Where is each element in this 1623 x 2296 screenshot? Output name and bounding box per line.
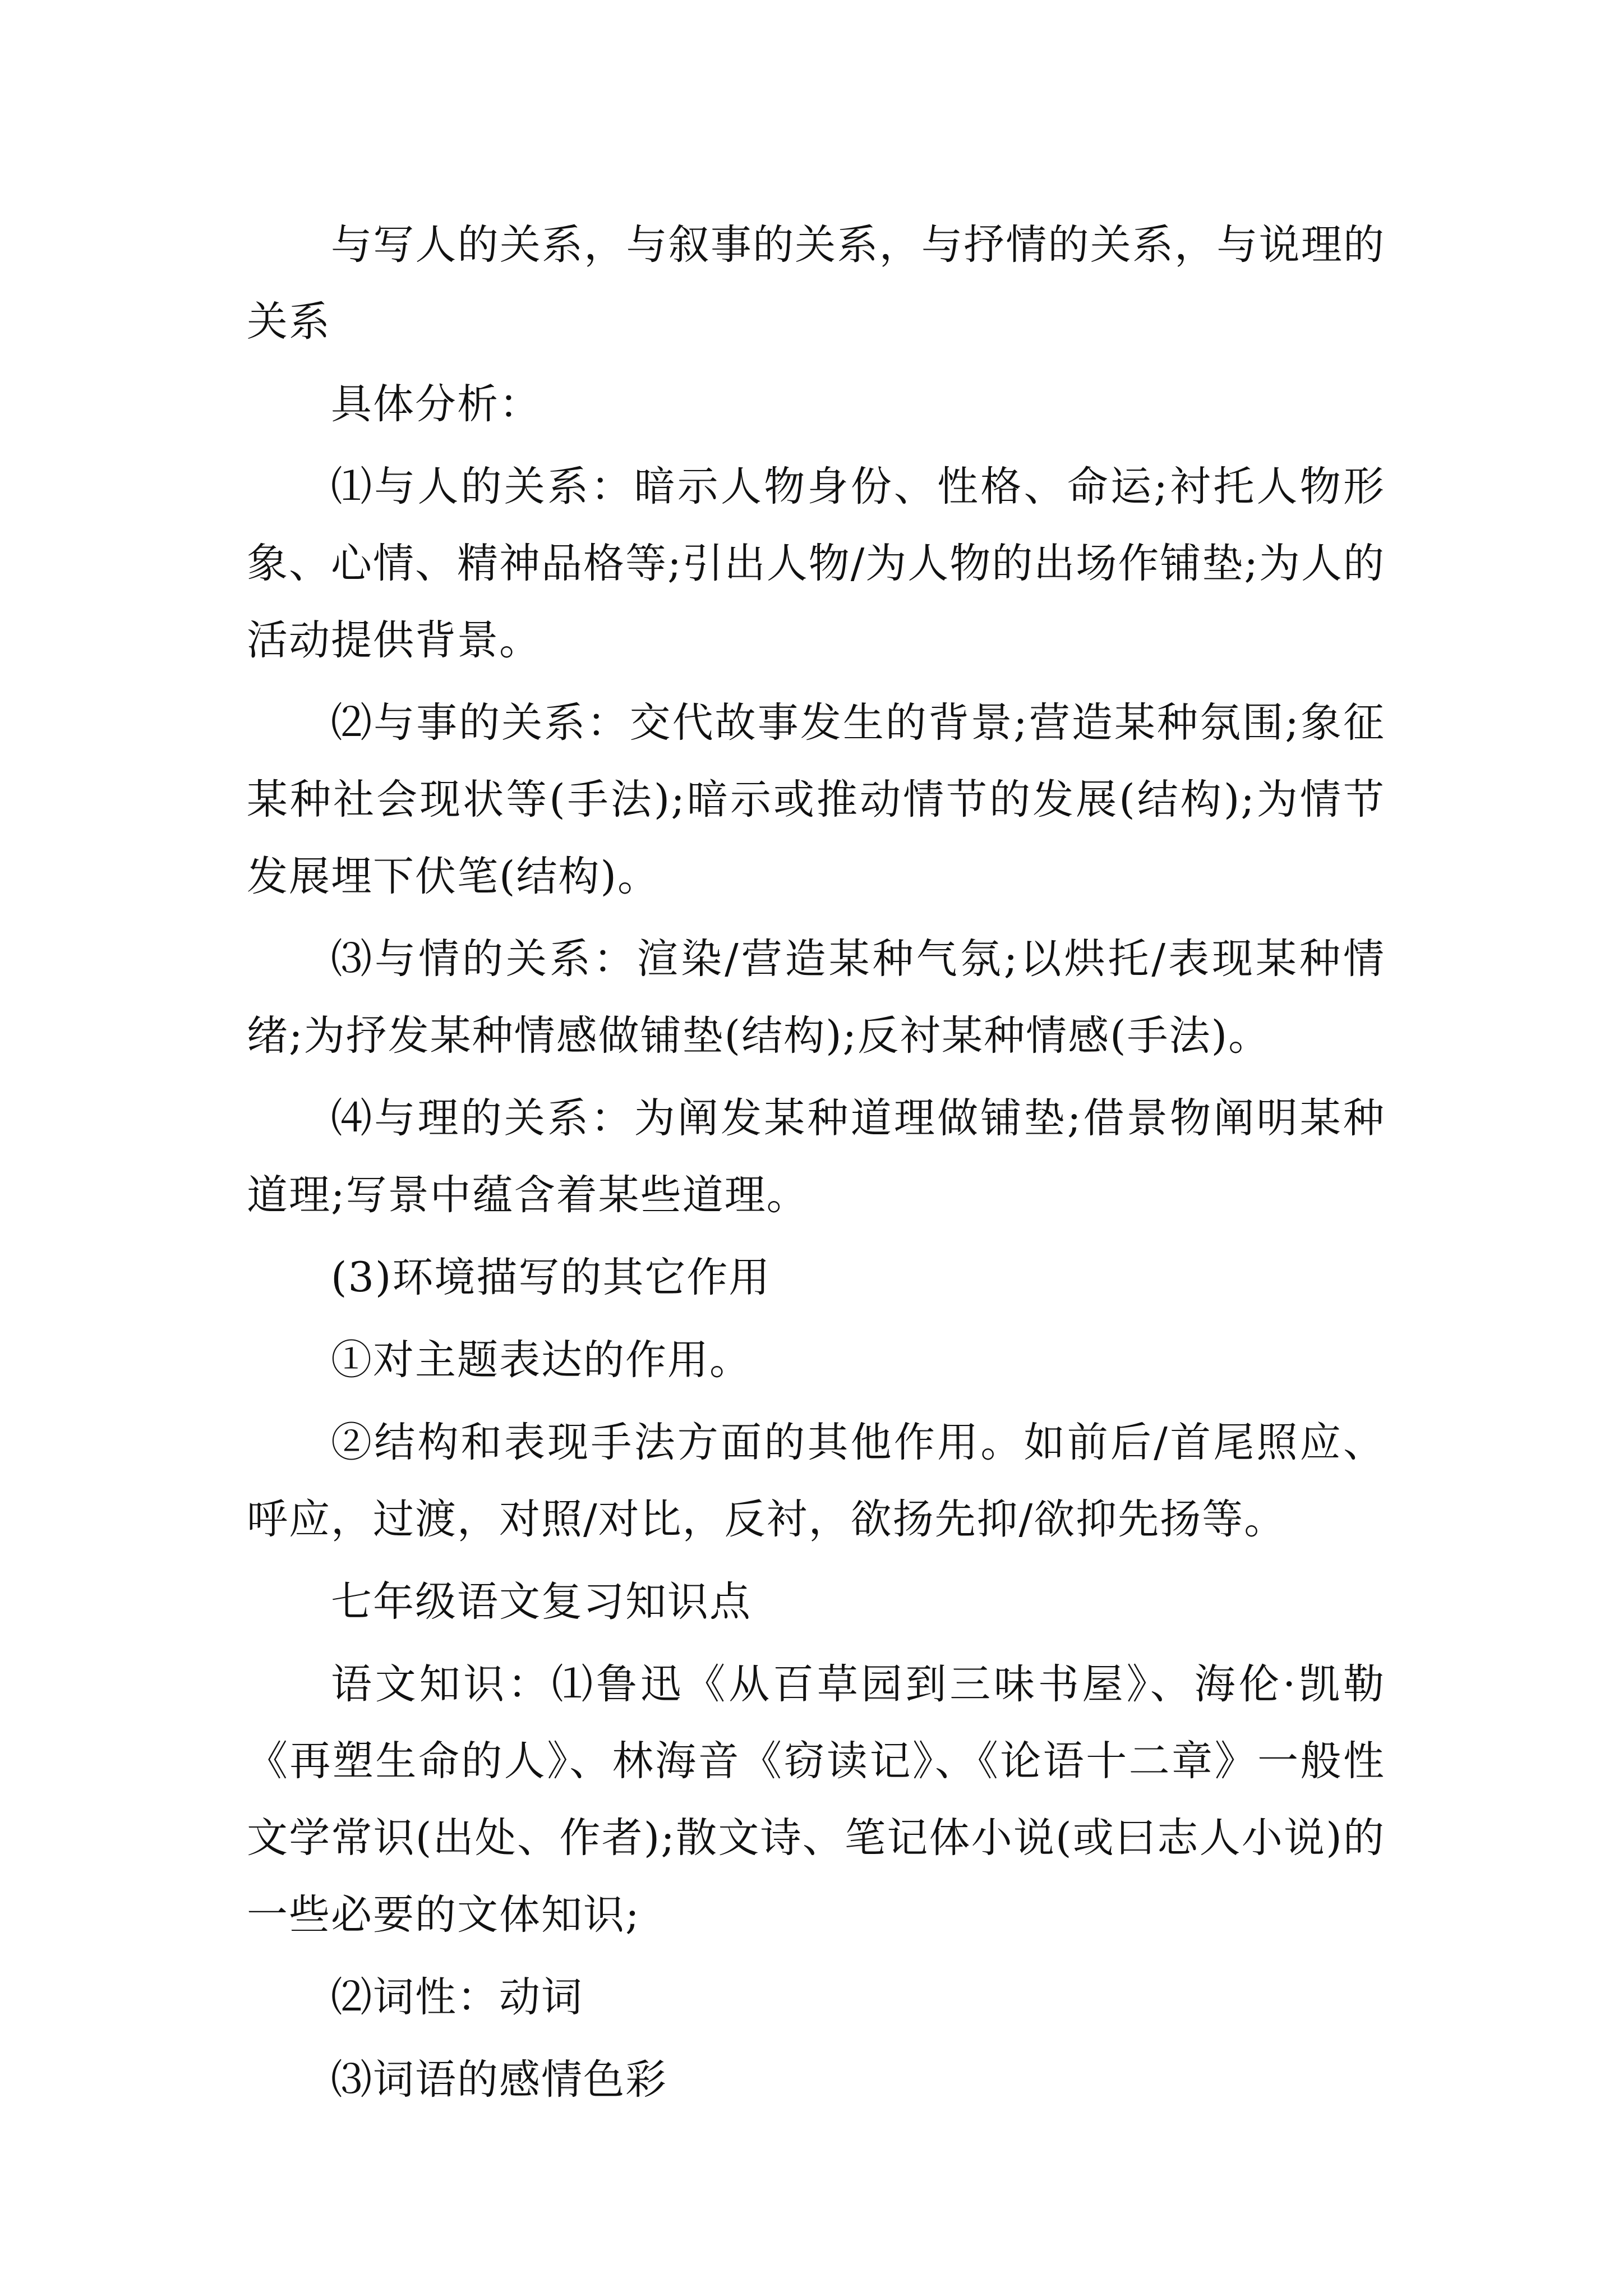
paragraph-relation-reason: ⑷与理的关系：为阐发某种道理做铺垫;借景物阐明某种道理;写景中蕴含着某些道理。 [247, 1094, 1385, 1219]
paragraph-theme-function: ①对主题表达的作用。 [331, 1336, 751, 1384]
paragraph-relation-events: ⑵与事的关系：交代故事发生的背景;营造某种氛围;象征某种社会现状等(手法);暗示或推动情节的发展(结构);为情节发展埋下伏笔(结构)。 [247, 699, 1385, 900]
paragraph-structure-function: ②结构和表现手法方面的其他作用。如前后/首尾照应、呼应，过渡，对照/对比，反衬，欲扬先抑/欲抑先扬等。 [247, 1419, 1385, 1543]
paragraph-word-emotion: ⑶词语的感情色彩 [331, 2056, 667, 2104]
document-body [247, 206, 1385, 2124]
paragraph-relation-people: ⑴与人的关系：暗示人物身份、性格、命运;衬托人物形象、心情、精神品格等;引出人物/为人物的出场作铺垫;为人的活动提供背景。 [247, 463, 1385, 664]
paragraph-other-functions-heading: (3)环境描写的其它作用 [331, 1254, 771, 1301]
paragraph-analysis-heading: 具体分析： [331, 380, 541, 428]
paragraph-relations-overview: 与写人的关系，与叙事的关系，与抒情的关系，与说理的关系 [247, 221, 1385, 346]
paragraph-literature-knowledge: 语文知识：⑴鲁迅《从百草园到三味书屋》、海伦·凯勒《再塑生命的人》、林海音《窃读记》、《论语十二章》一般性文学常识(出处、作者);散文诗、笔记体小说(或曰志人小说)的一些必要的文体知识; [247, 1660, 1385, 1939]
paragraph-relation-emotion: ⑶与情的关系：渲染/营造某种气氛;以烘托/表现某种情绪;为抒发某种情感做铺垫(结构);反衬某种情感(手法)。 [247, 935, 1385, 1060]
paragraph-grade-seven-heading: 七年级语文复习知识点 [331, 1578, 751, 1626]
paragraph-part-of-speech: ⑵词性：动词 [331, 1973, 583, 2021]
